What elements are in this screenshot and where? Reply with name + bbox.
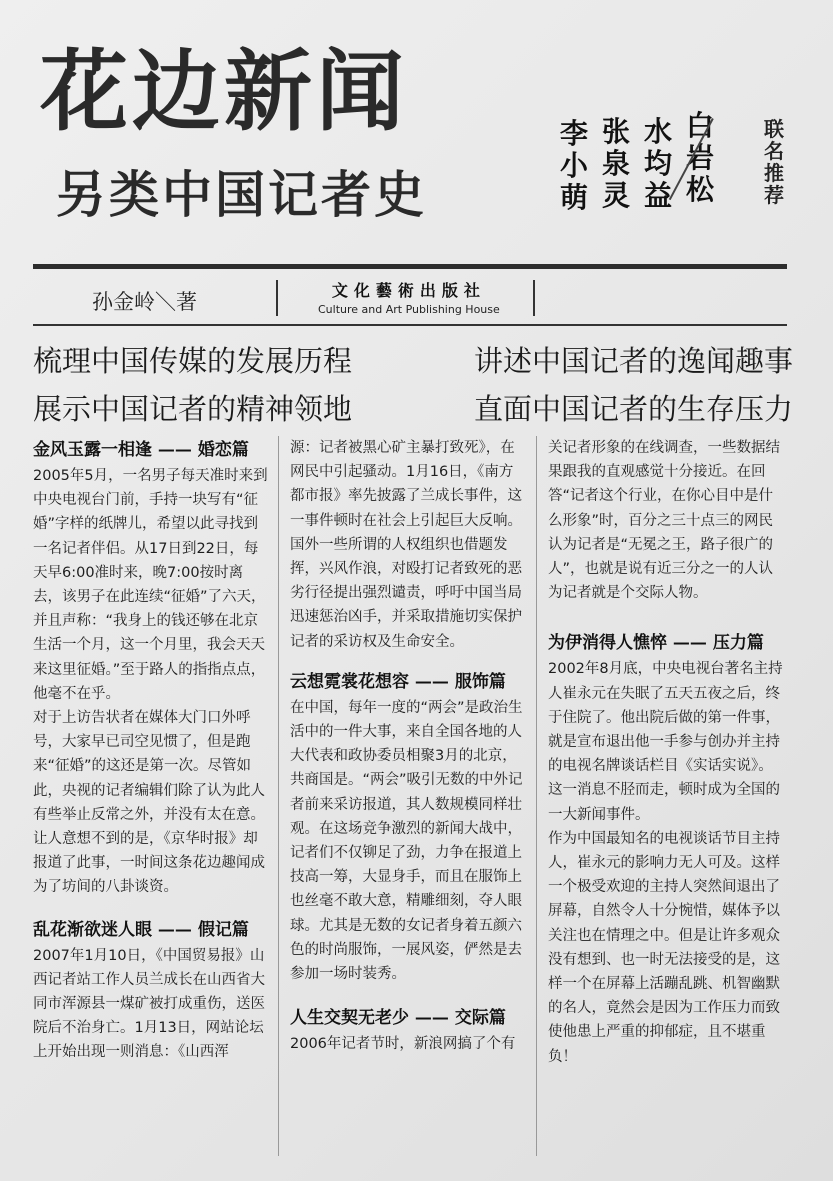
paragraph: 关记者形象的在线调查，一些数据结果跟我的直观感觉十分接近。在回答“记者这个行业，在你心目中是什么形象”时，百分之三十点三的网民认为记者是“无冕之王，路子很广的人”，也就是说有近三分之一的人认为记者就是个交际人物。	[548, 440, 780, 602]
recommender-char: 李	[560, 117, 589, 150]
recommender-3	[644, 116, 672, 214]
section-heading: 乱花渐欲迷人眼 —— 假记篇	[33, 919, 249, 940]
column-divider	[278, 436, 279, 1156]
tagline: 梳理中国传媒的发展历程	[33, 344, 353, 378]
header-divider-thick	[33, 264, 787, 269]
recommender-char: 泉	[602, 147, 631, 180]
recommender-char: 白	[686, 109, 715, 142]
recommend-label-char: 联	[764, 117, 784, 141]
paragraph: 2006年记者节时，新浪网搞了个有	[290, 1036, 516, 1053]
text-column-3	[548, 436, 784, 1069]
section-heading: 人生交契无老少 —— 交际篇	[290, 1008, 506, 1029]
recommender-char: 张	[602, 115, 631, 148]
recommender-char: 萌	[560, 181, 589, 214]
paragraph: 2005年5月，一名男子每天准时来到中央电视台门前，手持一块写有“征婚”字样的纸牌儿，希望以此寻找到一名记者伴侣。从17日到22日，每天早6:00准时来，晚7:00按时离去，该男子在此连续“征婚”了六天，并且声称：“我身上的钱还够在北京生活一个月，这一个月里，我会天天来这里征婚。”至于路人的指指点点，他毫不在乎。	[33, 468, 268, 702]
tagline-row	[33, 386, 793, 434]
divider-bar	[276, 280, 278, 316]
book-title: 花边新闻	[40, 40, 409, 143]
recommender-char: 均	[644, 147, 673, 180]
recommender-char: 益	[644, 179, 673, 212]
publisher-name-en: Culture and Art Publishing House	[318, 303, 500, 316]
section-heading: 云想霓裳花想容 —— 服饰篇	[290, 671, 506, 692]
section-heading: 金风玉露一相逢 —— 婚恋篇	[33, 440, 249, 460]
paragraph: 源：记者被黑心矿主暴打致死》，在网民中引起骚动。1月16日，《南方都市报》率先披露了兰成长事件，这一事件顿时在社会上引起巨大反响。国外一些所谓的人权组织也借题发挥，兴风作浪，对殴打记者致死的恶劣行径提出强烈谴责，呼吁中国当局迅速惩治凶手，并采取措施切实保护记者的采访权及生命安全。	[290, 440, 522, 650]
publisher-name-cn: 文化藝術出版社	[331, 281, 486, 300]
recommender-char: 小	[560, 149, 589, 182]
paragraph: 2007年1月10日，《中国贸易报》山西记者站工作人员兰成长在山西省大同市浑源县一煤矿被打成重伤，送医院后不治身亡。1月13日，网站论坛上开始出现一则消息：《山西浑	[33, 947, 265, 1061]
recommend-label-char: 名	[764, 139, 784, 163]
publisher	[318, 278, 500, 316]
tagline: 展示中国记者的精神领地	[33, 392, 353, 426]
tagline: 讲述中国记者的逸闻趣事	[473, 344, 793, 378]
divider-bar	[533, 280, 535, 316]
paragraph: 在中国，每年一度的“两会”是政治生活中的一件大事，来自全国各地的人大代表和政协委员相聚3月的北京，共商国是。“两会”吸引无数的中外记者前来采访报道，其人数规模同样壮观。在这场竞争激烈的新闻大战中，记者们不仅铆足了劲，力争在报道上技高一筹，大显身手，而且在服饰上也丝毫不敢大意，精雕细刻，夺人眼球。尤其是无数的女记者身着五颜六色的时尚服饰，一展风姿，俨然是去参加一场时装秀。	[290, 699, 523, 983]
recommender-char: 松	[686, 173, 715, 206]
book-subtitle: 另类中国记者史	[56, 166, 427, 224]
taglines	[33, 338, 793, 434]
recommend-label	[762, 118, 786, 206]
text-column-1	[33, 436, 269, 1065]
column-divider	[536, 436, 537, 1156]
text-column-2	[290, 436, 526, 1056]
recommender-char: 岩	[686, 141, 715, 174]
recommender-char: 水	[644, 115, 673, 148]
tagline-row	[33, 338, 793, 386]
recommend-label-char: 荐	[764, 183, 784, 207]
header-divider-thin	[33, 324, 787, 326]
author: 孙金岭＼著	[92, 290, 197, 314]
paragraph: 2002年8月底，中央电视台著名主持人崔永元在失眠了五天五夜之后，终于住院了。他出院后做的第一件事，就是宣布退出他一手参与创办并主持的电视名牌谈话栏目《实话实说》。这一消息不胫而走，顿时成为全国的一大新闻事件。	[548, 661, 783, 823]
section-heading: 为伊消得人憔悴 —— 压力篇	[548, 633, 764, 654]
recommenders	[560, 109, 715, 214]
paragraph: 作为中国最知名的电视谈话节目主持人，崔永元的影响力无人可及。这样一个极受欢迎的主持人突然间退出了屏幕，自然令人十分惋惜，媒体予以关注也在情理之中。但是让许多观众没有想到、也一时无法接受的是，这样一个在屏幕上活蹦乱跳、机智幽默的名人，竟然会是因为工作压力而致使他患上严重的抑郁症，且不堪重负！	[548, 830, 780, 1065]
recommend-label-char: 推	[764, 161, 784, 185]
paragraph: 对于上访告状者在媒体大门口外呼号，大家早已司空见惯了，但是跑来“征婚”的这还是第一次。尽管如此，央视的记者编辑们除了认为此人有些举止反常之外，并没有太在意。让人意想不到的是，《京华时报》却报道了此事，一时间这条花边趣闻成为了坊间的八卦谈资。	[33, 710, 265, 896]
recommender-char: 灵	[602, 179, 631, 212]
recommender-1	[560, 118, 588, 214]
recommender-2	[602, 116, 630, 214]
tagline: 直面中国记者的生存压力	[473, 392, 793, 426]
